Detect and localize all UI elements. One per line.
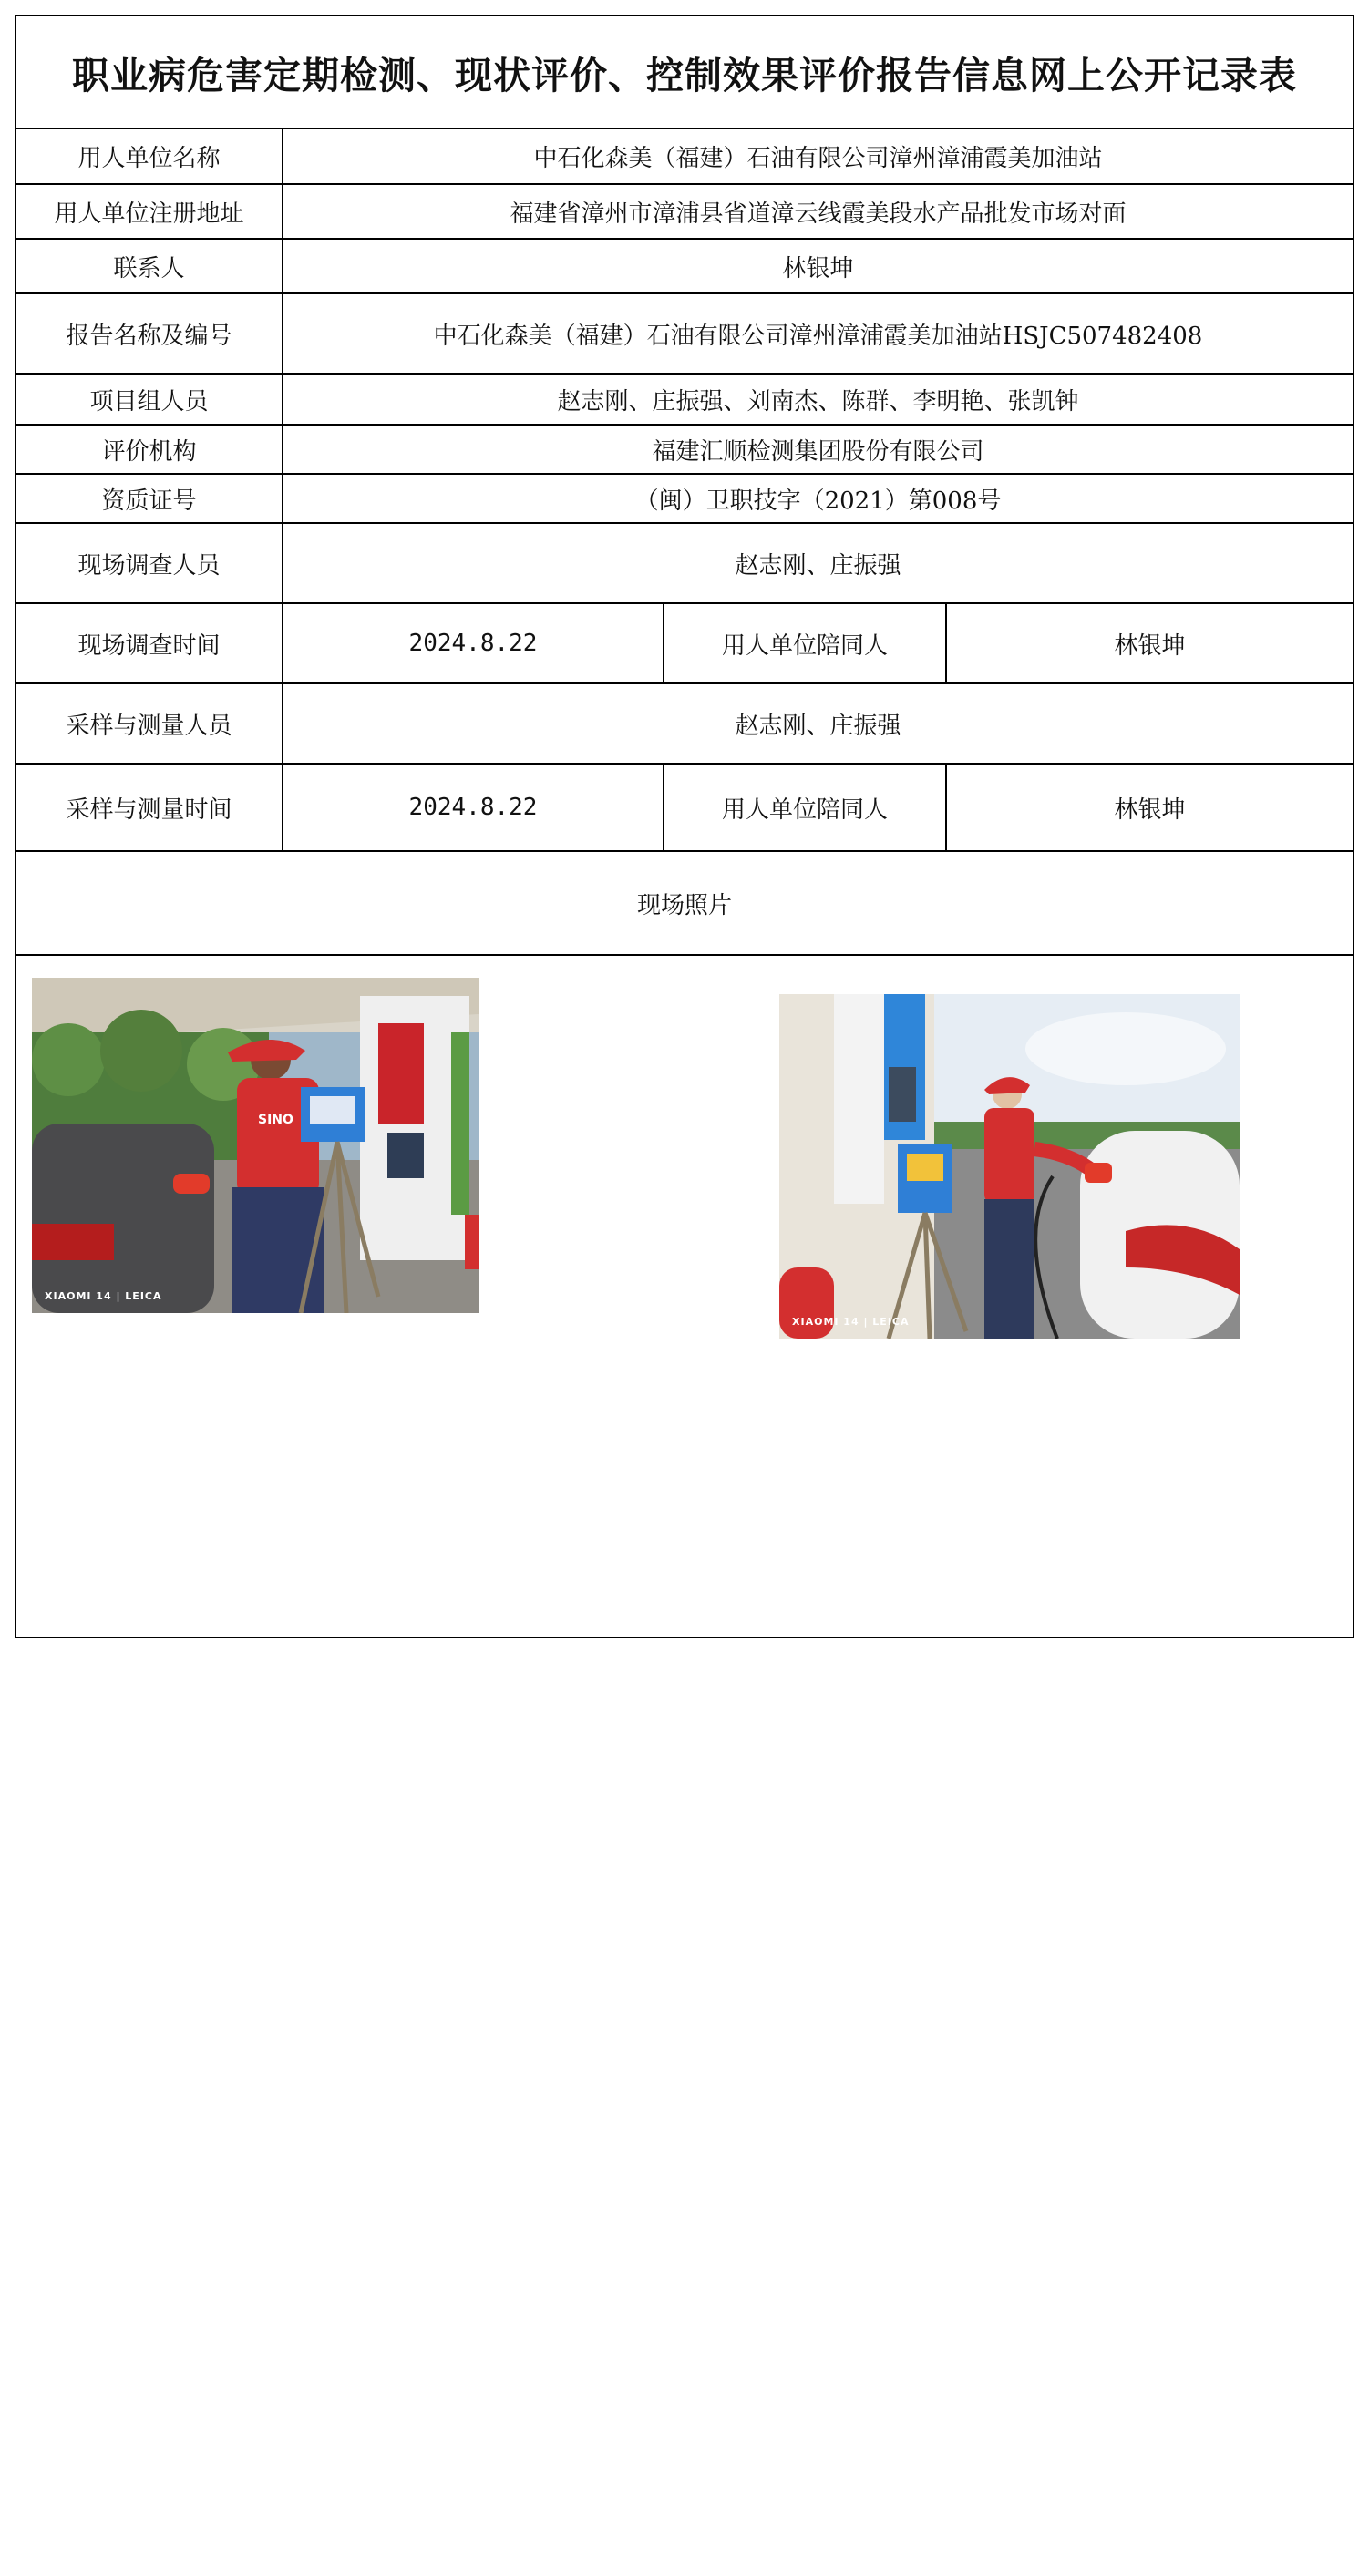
- row-contact: [16, 239, 1353, 293]
- project-team-label: 项目组人员: [16, 374, 283, 425]
- survey-time-label: 现场调查时间: [16, 603, 283, 683]
- employer-address-label: 用人单位注册地址: [16, 184, 283, 239]
- agency-value: 福建汇顺检测集团股份有限公司: [283, 425, 1353, 474]
- row-survey-time: [16, 603, 1353, 683]
- sampling-time-label: 采样与测量时间: [16, 764, 283, 851]
- row-sampling-time: [16, 764, 1353, 851]
- survey-escort-label: 用人单位陪同人: [664, 603, 946, 683]
- certificate-label: 资质证号: [16, 474, 283, 523]
- survey-staff-value: 赵志刚、庄振强: [283, 523, 1353, 603]
- shirt-text: SINO: [258, 1113, 293, 1127]
- certificate-value: （闽）卫职技字（2021）第008号: [283, 474, 1353, 523]
- sampling-staff-label: 采样与测量人员: [16, 683, 283, 764]
- row-project-team: [16, 374, 1353, 425]
- employer-address-value: 福建省漳州市漳浦县省道漳云线霞美段水产品批发市场对面: [283, 184, 1353, 239]
- page-title: 职业病危害定期检测、现状评价、控制效果评价报告信息网上公开记录表: [16, 16, 1353, 129]
- photo-1-watermark: XIAOMI 14 | LEICA: [45, 1290, 162, 1302]
- employer-name-label: 用人单位名称: [16, 129, 283, 184]
- row-employer-address: [16, 184, 1353, 239]
- record-sheet: [15, 15, 1354, 1638]
- site-photo-2: [779, 994, 1240, 1339]
- agency-label: 评价机构: [16, 425, 283, 474]
- site-photo-2-image: [779, 994, 1240, 1339]
- row-sampling-staff: [16, 683, 1353, 764]
- row-agency: [16, 425, 1353, 474]
- sampling-staff-value: 赵志刚、庄振强: [283, 683, 1353, 764]
- survey-escort-value: 林银坤: [946, 603, 1353, 683]
- sampling-escort-label: 用人单位陪同人: [664, 764, 946, 851]
- employer-name-value: 中石化森美（福建）石油有限公司漳州漳浦霞美加油站: [283, 129, 1353, 184]
- site-photo-1-image: [32, 978, 479, 1313]
- row-report-name: [16, 293, 1353, 374]
- sampling-escort-value: 林银坤: [946, 764, 1353, 851]
- info-table: [16, 129, 1353, 852]
- site-photo-1: [32, 978, 479, 1313]
- contact-value: 林银坤: [283, 239, 1353, 293]
- survey-time-value: 2024.8.22: [283, 603, 664, 683]
- sampling-time-value: 2024.8.22: [283, 764, 664, 851]
- photo-2-watermark: XIAOMI 14 | LEICA: [792, 1316, 910, 1328]
- row-employer-name: [16, 129, 1353, 184]
- photos-heading: 现场照片: [16, 852, 1353, 956]
- row-certificate: [16, 474, 1353, 523]
- row-survey-staff: [16, 523, 1353, 603]
- contact-label: 联系人: [16, 239, 283, 293]
- survey-staff-label: 现场调查人员: [16, 523, 283, 603]
- report-name-value: 中石化森美（福建）石油有限公司漳州漳浦霞美加油站HSJC507482408: [283, 293, 1353, 374]
- report-name-label: 报告名称及编号: [16, 293, 283, 374]
- photos-area: [16, 956, 1353, 2576]
- project-team-value: 赵志刚、庄振强、刘南杰、陈群、李明艳、张凯钟: [283, 374, 1353, 425]
